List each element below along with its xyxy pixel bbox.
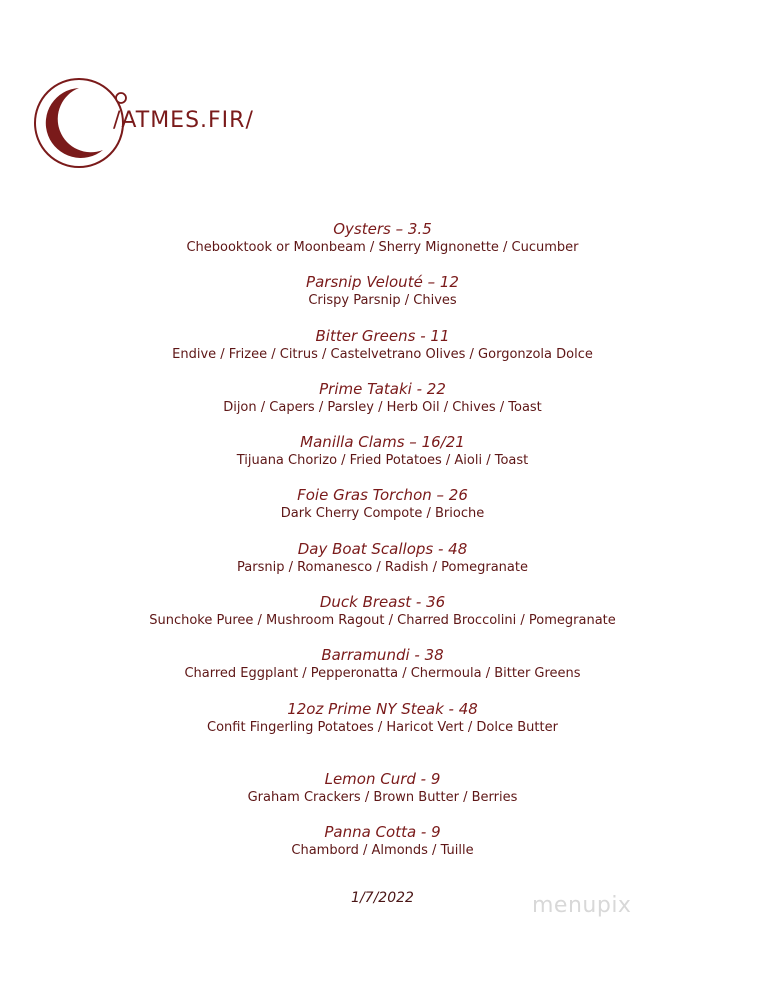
item-name: Prime Tataki - 22 [319, 379, 446, 398]
item-description: Crispy Parsnip / Chives [308, 293, 457, 309]
menu-list [0, 220, 765, 877]
item-description: Endive / Frizee / Citrus / Castelvetrano Olives / Gorgonzola Dolce [172, 346, 593, 362]
item-description: Graham Crackers / Brown Butter / Berries [247, 789, 518, 805]
menu-item [0, 486, 765, 539]
item-name: Foie Gras Torchon – 26 [297, 486, 468, 505]
item-description: Chebooktook or Moonbeam / Sherry Mignonette / Cucumber [186, 240, 579, 255]
restaurant-logo [33, 78, 254, 168]
item-description: Chambord / Almonds / Tuille [291, 843, 474, 859]
item-description: Parsnip / Romanesco / Radish / Pomegranate [237, 559, 528, 575]
item-name: Barramundi - 38 [321, 646, 444, 665]
item-description: Confit Fingerling Potatoes / Haricot Vert / Dolce Butter [207, 719, 558, 735]
item-name: Panna Cotta - 9 [324, 823, 441, 842]
item-description: Dijon / Capers / Parsley / Herb Oil / Chives / Toast [223, 399, 542, 415]
watermark: menupix [532, 893, 632, 918]
menu-item [0, 273, 765, 326]
menu-item [0, 220, 765, 273]
item-name: Oysters – 3.5 [333, 220, 432, 238]
menu-date: 1/7/2022 [351, 890, 414, 906]
item-name: Lemon Curd - 9 [324, 769, 441, 788]
menu-item [0, 700, 765, 753]
item-description: Sunchoke Puree / Mushroom Ragout / Charred Broccolini / Pomegranate [149, 613, 616, 629]
menu-item [0, 380, 765, 433]
item-description: Charred Eggplant / Pepperonatta / Chermoula / Bitter Greens [184, 666, 581, 682]
section-spacer [0, 753, 765, 770]
item-name: Parsnip Velouté – 12 [306, 273, 459, 292]
dessert-item [0, 823, 765, 876]
menu-item [0, 540, 765, 593]
menu-item [0, 593, 765, 646]
item-name: Duck Breast - 36 [319, 593, 446, 612]
item-name: 12oz Prime NY Steak - 48 [287, 699, 478, 718]
logo-wordmark: /ATMES.FIR/ [113, 108, 254, 133]
menu-item [0, 327, 765, 380]
menu-item [0, 646, 765, 699]
item-description: Tijuana Chorizo / Fried Potatoes / Aioli / Toast [236, 453, 529, 469]
item-name: Bitter Greens - 11 [315, 326, 450, 345]
item-name: Day Boat Scallops - 48 [297, 539, 468, 558]
item-description: Dark Cherry Compote / Brioche [280, 506, 485, 522]
dessert-item [0, 770, 765, 823]
menu-item [0, 433, 765, 486]
item-name: Manilla Clams – 16/21 [300, 433, 465, 452]
